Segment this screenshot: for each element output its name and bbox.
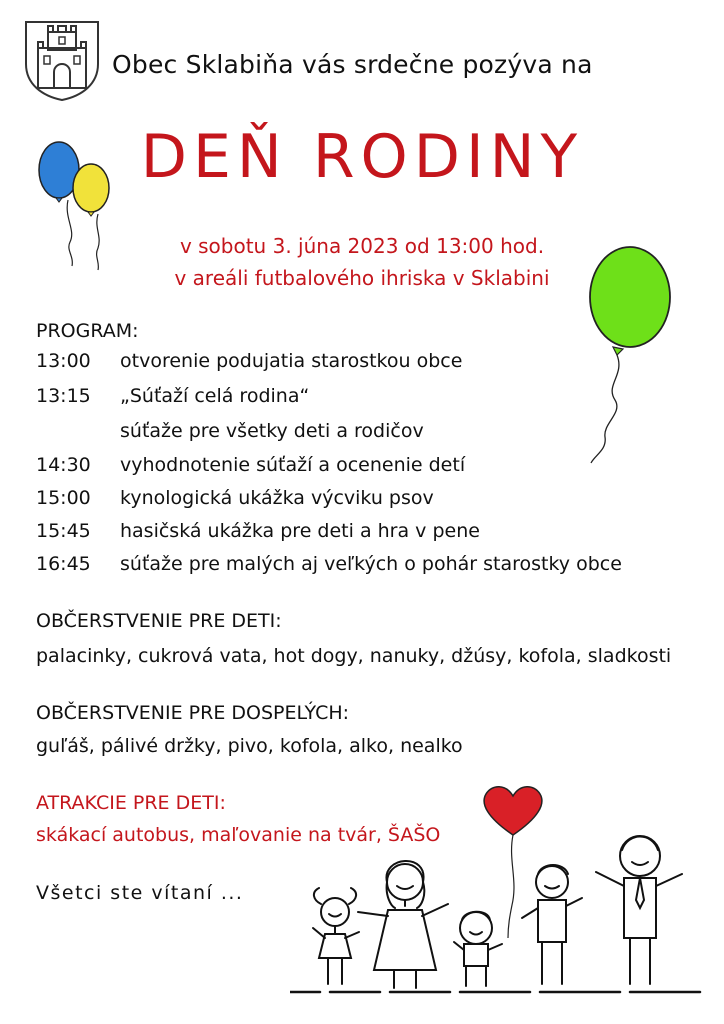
program-heading: PROGRAM: [36, 320, 139, 342]
event-place: v areáli futbalového ihriska v Sklabini [174, 266, 550, 290]
program-time: 15:45 [36, 520, 91, 542]
welcome-text: Všetci ste vítaní ... [36, 882, 244, 904]
program-item [36, 454, 465, 484]
attractions-heading: ATRAKCIE PRE DETI: [36, 792, 226, 814]
program-text: vyhodnotenie súťaží a ocenenie detí [120, 454, 466, 476]
program-time: 16:45 [36, 553, 91, 575]
program-text: súťaže pre všetky deti a rodičov [120, 420, 424, 442]
invitation-intro: Obec Sklabiňa vás srdečne pozýva na [112, 50, 593, 79]
program-item [36, 520, 480, 550]
program-text: otvorenie podujatia starostkou obce [120, 350, 463, 372]
program-time: 15:00 [36, 487, 91, 509]
program-text: „Súťaží celá rodina“ [120, 385, 310, 407]
program-item [36, 420, 424, 450]
program-text: hasičská ukážka pre deti a hra v pene [120, 520, 480, 542]
program-text: kynologická ukážka výcviku psov [120, 487, 434, 509]
program-time: 13:00 [36, 350, 91, 372]
adult-food-heading: OBČERSTVENIE PRE DOSPELÝCH: [36, 702, 350, 724]
program-time: 13:15 [36, 385, 91, 407]
coat-of-arms-icon [20, 18, 104, 102]
page-title: DEŇ RODINY [140, 122, 584, 192]
green-balloon-icon [585, 245, 675, 470]
kids-food-heading: OBČERSTVENIE PRE DETI: [36, 610, 282, 632]
kids-food-list: palacinky, cukrová vata, hot dogy, nanuky, džúsy, kofola, sladkosti [36, 645, 672, 667]
event-date: v sobotu 3. júna 2023 od 13:00 hod. [179, 234, 545, 258]
program-item [36, 487, 434, 517]
family-drawing-icon [290, 820, 710, 1000]
program-item [36, 350, 462, 380]
program-item [36, 553, 622, 583]
adult-food-list: guľáš, pálivé držky, pivo, kofola, alko, nealko [36, 735, 463, 757]
program-item [36, 385, 309, 415]
attractions-list: skákací autobus, maľovanie na tvár, ŠAŠO [36, 824, 441, 846]
program-time: 14:30 [36, 454, 91, 476]
program-text: súťaže pre malých aj veľkých o pohár starostky obce [120, 553, 622, 575]
